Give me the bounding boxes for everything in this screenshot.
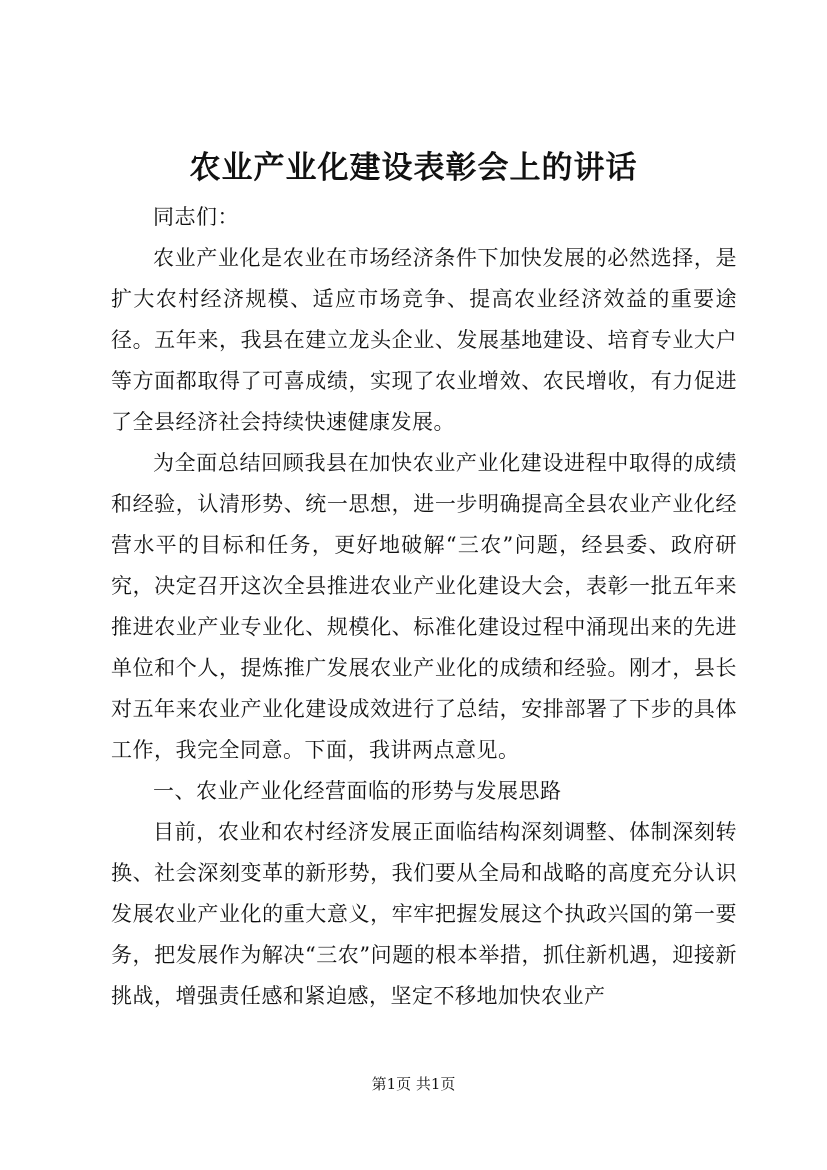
paragraph-intro: 农业产业化是农业在市场经济条件下加快发展的必然选择，是扩大农村经济规模、适应市场竞争、提高农业经济效益的重要途径。五年来，我县在建立龙头企业、发展基地建设、培育专业大户等方面都取得了可喜成绩，实现了农业增效、农民增收，有力促进了全县经济社会持续快速健康发展。 <box>111 246 737 434</box>
document-body <box>111 197 737 1017</box>
greeting-line: 同志们： <box>153 205 239 229</box>
paragraph-situation: 目前，农业和农村经济发展正面临结构深刻调整、体制深刻转换、社会深刻变革的新形势，我们要从全局和战略的高度充分认识发展农业产业化的重大意义，牢牢把握发展这个执政兴国的第一要务，把发展作为解决“三农”问题的根本举措，抓住新机遇，迎接新挑战，增强责任感和紧迫感，坚定不移地加快农业产 <box>111 820 737 1008</box>
page-number: 第1页 共1页 <box>371 1075 456 1093</box>
paragraph-purpose: 为全面总结回顾我县在加快农业产业化建设进程中取得的成绩和经验，认清形势、统一思想，进一步明确提高全县农业产业化经营水平的目标和任务，更好地破解“三农”问题，经县委、政府研究，决定召开这次全县推进农业产业化建设大会，表彰一批五年来推进农业产业专业化、规模化、标准化建设过程中涌现出来的先进单位和个人，提炼推广发展农业产业化的成绩和经验。刚才，县长对五年来农业产业化建设成效进行了总结，安排部署了下步的具体工作，我完全同意。下面，我讲两点意见。 <box>111 451 737 762</box>
document-title: 农业产业化建设表彰会上的讲话 <box>189 150 638 186</box>
page-footer <box>0 1074 827 1094</box>
section-heading-1: 一、农业产业化经营面临的形势与发展思路 <box>153 779 562 803</box>
